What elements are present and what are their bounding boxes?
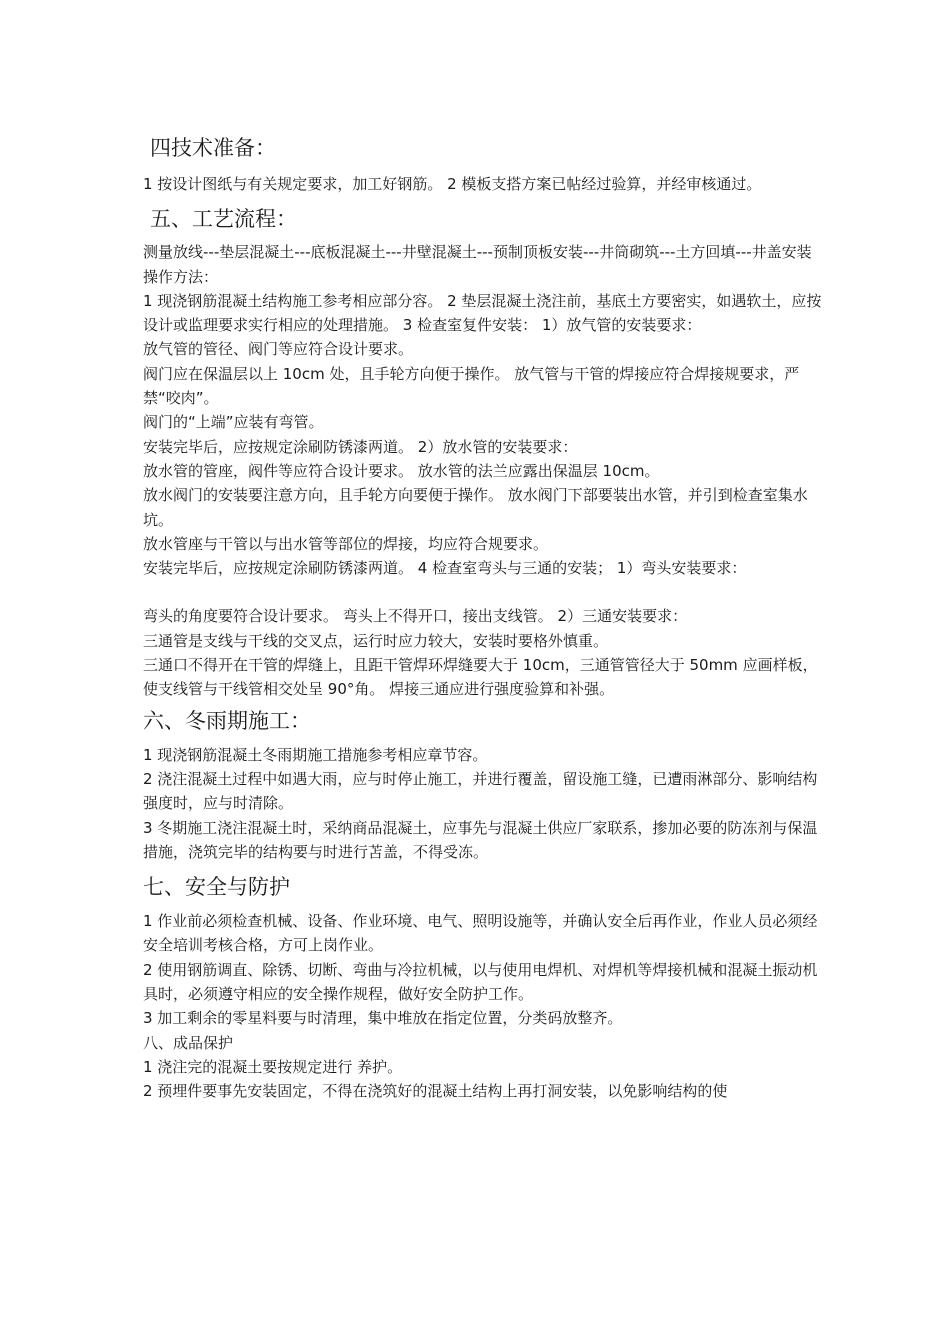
paragraph: 三通管是支线与干线的交叉点，运行时应力较大，安装时要格外慎重。 (143, 631, 609, 650)
paragraph: 三通口不得开在干管的焊缝上，且距干管焊环焊缝要大于 10cm，三通管管径大于 50mm 应画样板，使支线管与干线管相交处呈 90°角。 焊接三通应进行强度验算和补强。 (143, 656, 818, 699)
paragraph: 1 现浇钢筋混凝土冬雨期施工措施参考相应章节容。 (143, 745, 488, 764)
paragraph: 安装完毕后，应按规定涂刷防锈漆两道。 4 检查室弯头与三通的安装； 1）弯头安装要求： (143, 559, 747, 578)
paragraph: 3 加工剩余的零星料要与时清理，集中堆放在指定位置，分类码放整齐。 (143, 1009, 623, 1028)
paragraph: 测量放线---垫层混凝土---底板混凝土---井壁混凝土---预制顶板安装---井筒砌筑---土方回填---井盖安装 (143, 243, 812, 262)
paragraph: 放水管的管座，阀件等应符合设计要求。 放水管的法兰应露出保温层 10cm。 (143, 461, 660, 480)
subheading-product-protection: 八、成品保护 (143, 1033, 234, 1052)
paragraph: 阀门的“上端”应装有弯管。 (143, 413, 324, 432)
paragraph: 放水阀门的安装要注意方向，且手轮方向要便于操作。 放水阀门下部要装出水管，并引到检查室集水坑。 (143, 486, 808, 529)
paragraph: 2 预埋件要事先安装固定，不得在浇筑好的混凝土结构上再打洞安装，以免影响结构的使 (143, 1082, 728, 1101)
paragraph: 2 使用钢筋调直、除锈、切断、弯曲与冷拉机械，以与使用电焊机、对焊机等焊接机械和混凝土振动机具时，必须遵守相应的安全操作规程，做好安全防护工作。 (143, 960, 818, 1004)
section-heading-safety: 七、安全与防护 (143, 875, 290, 900)
blank-line (143, 580, 823, 604)
paragraph: 1 浇注完的混凝土要按规定进行 养护。 (143, 1057, 403, 1076)
paragraph: 弯头的角度要符合设计要求。 弯头上不得开口，接出支线管。 2）三通安装要求： (143, 607, 688, 626)
paragraph: 2 浇注混凝土过程中如遇大雨，应与时停止施工，并进行覆盖，留设施工缝，已遭雨淋部分、影响结构强度时，应与时清除。 (143, 769, 818, 813)
paragraph: 操作方法： (143, 267, 219, 286)
paragraph: 1 按设计图纸与有关规定要求，加工好钢筋。 2 模板支搭方案已帖经过验算，并经审核通过。 (143, 175, 762, 193)
paragraph: 安装完毕后，应按规定涂刷防锈漆两道。 2）放水管的安装要求： (143, 437, 578, 456)
section-heading-tech-prep: 四技术准备： (150, 136, 276, 160)
paragraph: 1 现浇钢筋混凝土结构施工参考相应部分容。 2 垫层混凝土浇注前，基底土方要密实，如遇软土，应按设计或监理要求实行相应的处理措施。 3 检查室复件安装： 1）放气管的安装要求： (143, 291, 822, 335)
paragraph: 放水管座与干管以与出水管等部位的焊接，均应符合规要求。 (143, 534, 549, 553)
paragraph: 3 冬期施工浇注混凝土时，采纳商品混凝土，应事先与混凝土供应厂家联系，掺加必要的防冻剂与保温措施，浇筑完毕的结构要与时进行苫盖，不得受冻。 (143, 818, 818, 861)
section-heading-winter-rain: 六、冬雨期施工： (143, 708, 311, 733)
paragraph: 阀门应在保温层以上 10cm 处，且手轮方向便于操作。 放气管与干管的焊接应符合焊接规要求，严禁“咬肉”。 (143, 364, 800, 408)
section-heading-process: 五、工艺流程： (150, 207, 297, 232)
paragraph: 1 作业前必须检查机械、设备、作业环境、电气、照明设施等，并确认安全后再作业，作业人员必须经安全培训考核合格，方可上岗作业。 (143, 912, 818, 955)
document-page (143, 133, 823, 1104)
paragraph: 放气管的管径、阀门等应符合设计要求。 (143, 340, 414, 359)
